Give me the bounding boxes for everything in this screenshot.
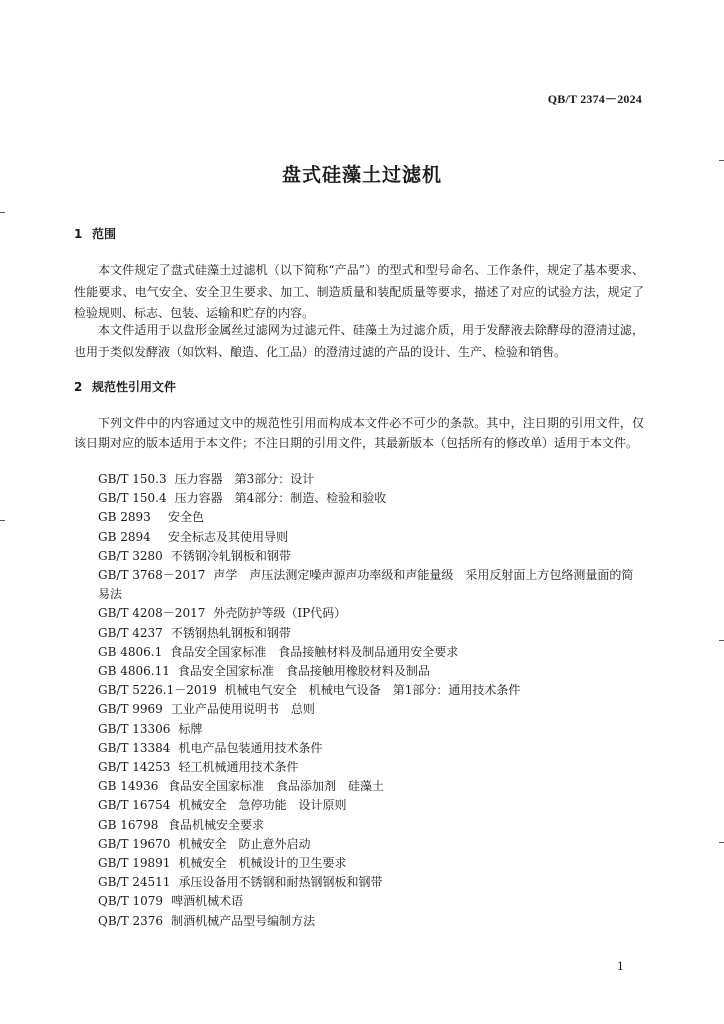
reference-item: [74, 566, 644, 604]
section-2-heading: [74, 378, 176, 395]
reference-title: 不锈钢热轧钢板和钢带: [170, 625, 291, 640]
reference-code: GB/T 19891: [98, 856, 171, 871]
page-number: 1: [617, 960, 624, 973]
scan-edge-mark: [0, 520, 5, 521]
reference-title: 食品安全国家标准 食品接触材料及制品通用安全要求: [170, 644, 459, 659]
reference-item: [74, 873, 644, 892]
reference-item: [74, 912, 644, 931]
reference-title: 不锈钢冷轧钢板和钢带: [170, 548, 291, 563]
section-title: 范围: [92, 227, 117, 241]
reference-code: GB/T 13306: [98, 721, 171, 736]
reference-code: GB/T 3280: [98, 548, 163, 563]
scan-edge-mark: [719, 160, 724, 161]
scan-edge-mark: [0, 212, 5, 213]
section-1-heading: [74, 225, 116, 242]
reference-item: [74, 489, 644, 508]
reference-code: GB/T 3768－2017: [98, 568, 206, 583]
section-number: 1: [74, 227, 83, 241]
reference-title: 外壳防护等级（IP代码）: [213, 606, 347, 621]
reference-code: GB/T 150.4: [98, 491, 167, 506]
reference-title: 标牌: [178, 721, 203, 736]
reference-title: 啤酒机械术语: [171, 894, 244, 909]
reference-title: 制酒机械产品型号编制方法: [171, 913, 316, 928]
reference-title: 食品安全国家标准 食品接触用橡胶材料及制品: [177, 664, 430, 679]
reference-code: GB 14936: [98, 779, 159, 794]
reference-code: GB 4806.1: [98, 644, 163, 659]
section-number: 2: [74, 380, 83, 394]
reference-code: QB/T 2376: [98, 913, 164, 928]
reference-code: GB/T 24511: [98, 875, 171, 890]
reference-item: [74, 470, 644, 489]
reference-title: 安全色: [168, 510, 205, 525]
document-title: 盘式硅藻土过滤机: [281, 164, 442, 186]
reference-title: 机电产品包装通用技术条件: [178, 740, 323, 755]
reference-title: 压力容器 第4部分：制造、检验和验收: [174, 491, 387, 506]
reference-title: 承压设备用不锈钢和耐热钢钢板和钢带: [178, 875, 383, 890]
reference-item: [74, 508, 644, 527]
reference-code: GB 16798: [98, 817, 159, 832]
reference-item: [74, 796, 644, 815]
reference-code: GB/T 4237: [98, 625, 163, 640]
reference-item: [74, 681, 644, 700]
reference-title: 机械安全 机械设计的卫生要求: [178, 856, 347, 871]
reference-code: GB/T 19670: [98, 836, 171, 851]
reference-code: GB 4806.11: [98, 664, 170, 679]
reference-title: 安全标志及其使用导则: [168, 529, 289, 544]
section-title: 规范性引用文件: [92, 380, 177, 394]
reference-code: GB/T 5226.1－2019: [98, 683, 217, 698]
document-code: QB/T 2374－2024: [547, 92, 642, 106]
reference-item: [74, 547, 644, 566]
reference-item: [74, 835, 644, 854]
reference-title: 压力容器 第3部分：设计: [174, 472, 315, 486]
reference-item: [74, 739, 644, 758]
reference-title: 机械电气安全 机械电气设备 第1部分：通用技术条件: [224, 683, 521, 698]
reference-item: [74, 700, 644, 719]
reference-code: GB/T 16754: [98, 798, 171, 813]
reference-item: [74, 662, 644, 681]
reference-title: 食品安全国家标准 食品添加剂 硅藻土: [168, 779, 385, 794]
reference-item: [74, 528, 644, 547]
scan-edge-mark: [719, 640, 724, 641]
reference-title: 声学 声压法测定噪声源声功率级和声能量级 采用反射面上方包络测量面的简易法: [98, 568, 634, 602]
reference-code: GB/T 4208－2017: [98, 606, 206, 621]
reference-code: QB/T 1079: [98, 894, 164, 909]
reference-item: [74, 720, 644, 739]
normative-references-list: [74, 470, 644, 931]
reference-item: [74, 604, 644, 623]
reference-code: GB 2893: [98, 510, 151, 525]
reference-code: GB/T 13384: [98, 740, 171, 755]
reference-item: [74, 854, 644, 873]
reference-title: 食品机械安全要求: [168, 817, 265, 832]
reference-item: [74, 892, 644, 911]
section-2-paragraph-1: 下列文件中的内容通过文中的规范性引用而构成本文件必不可少的条款。其中，注日期的引用文件，仅该日期对应的版本适用于本文件；不注日期的引用文件，其最新版本（包括所有的修改单）适用于本文件。: [74, 416, 644, 450]
reference-title: 轻工机械通用技术条件: [178, 760, 299, 775]
reference-code: GB 2894: [98, 529, 151, 544]
scan-edge-mark: [719, 842, 724, 843]
section-1-paragraph-1: 本文件规定了盘式硅藻土过滤机（以下简称“产品”）的型式和型号命名、工作条件，规定了基本要求、性能要求、电气安全、安全卫生要求、加工、制造质量和装配质量等要求，描述了对应的试验方法，规定了检验规则、标志、包装、运输和贮存的内容。: [74, 263, 644, 320]
reference-item: [74, 624, 644, 643]
reference-item: [74, 758, 644, 777]
reference-code: GB/T 14253: [98, 760, 171, 775]
reference-item: [74, 816, 644, 835]
reference-item: [74, 643, 644, 662]
reference-item: [74, 777, 644, 796]
reference-code: GB/T 150.3: [98, 472, 167, 486]
section-1-paragraph-2: 本文件适用于以盘形金属丝过滤网为过滤元件、硅藻土为过滤介质，用于发酵液去除酵母的澄清过滤，也用于类似发酵液（如饮料、酿造、化工品）的澄清过滤的产品的设计、生产、检验和销售。: [74, 323, 644, 359]
reference-title: 机械安全 防止意外启动: [178, 836, 311, 851]
reference-title: 机械安全 急停功能 设计原则: [178, 798, 347, 813]
reference-code: GB/T 9969: [98, 702, 163, 717]
reference-title: 工业产品使用说明书 总则: [170, 702, 315, 717]
